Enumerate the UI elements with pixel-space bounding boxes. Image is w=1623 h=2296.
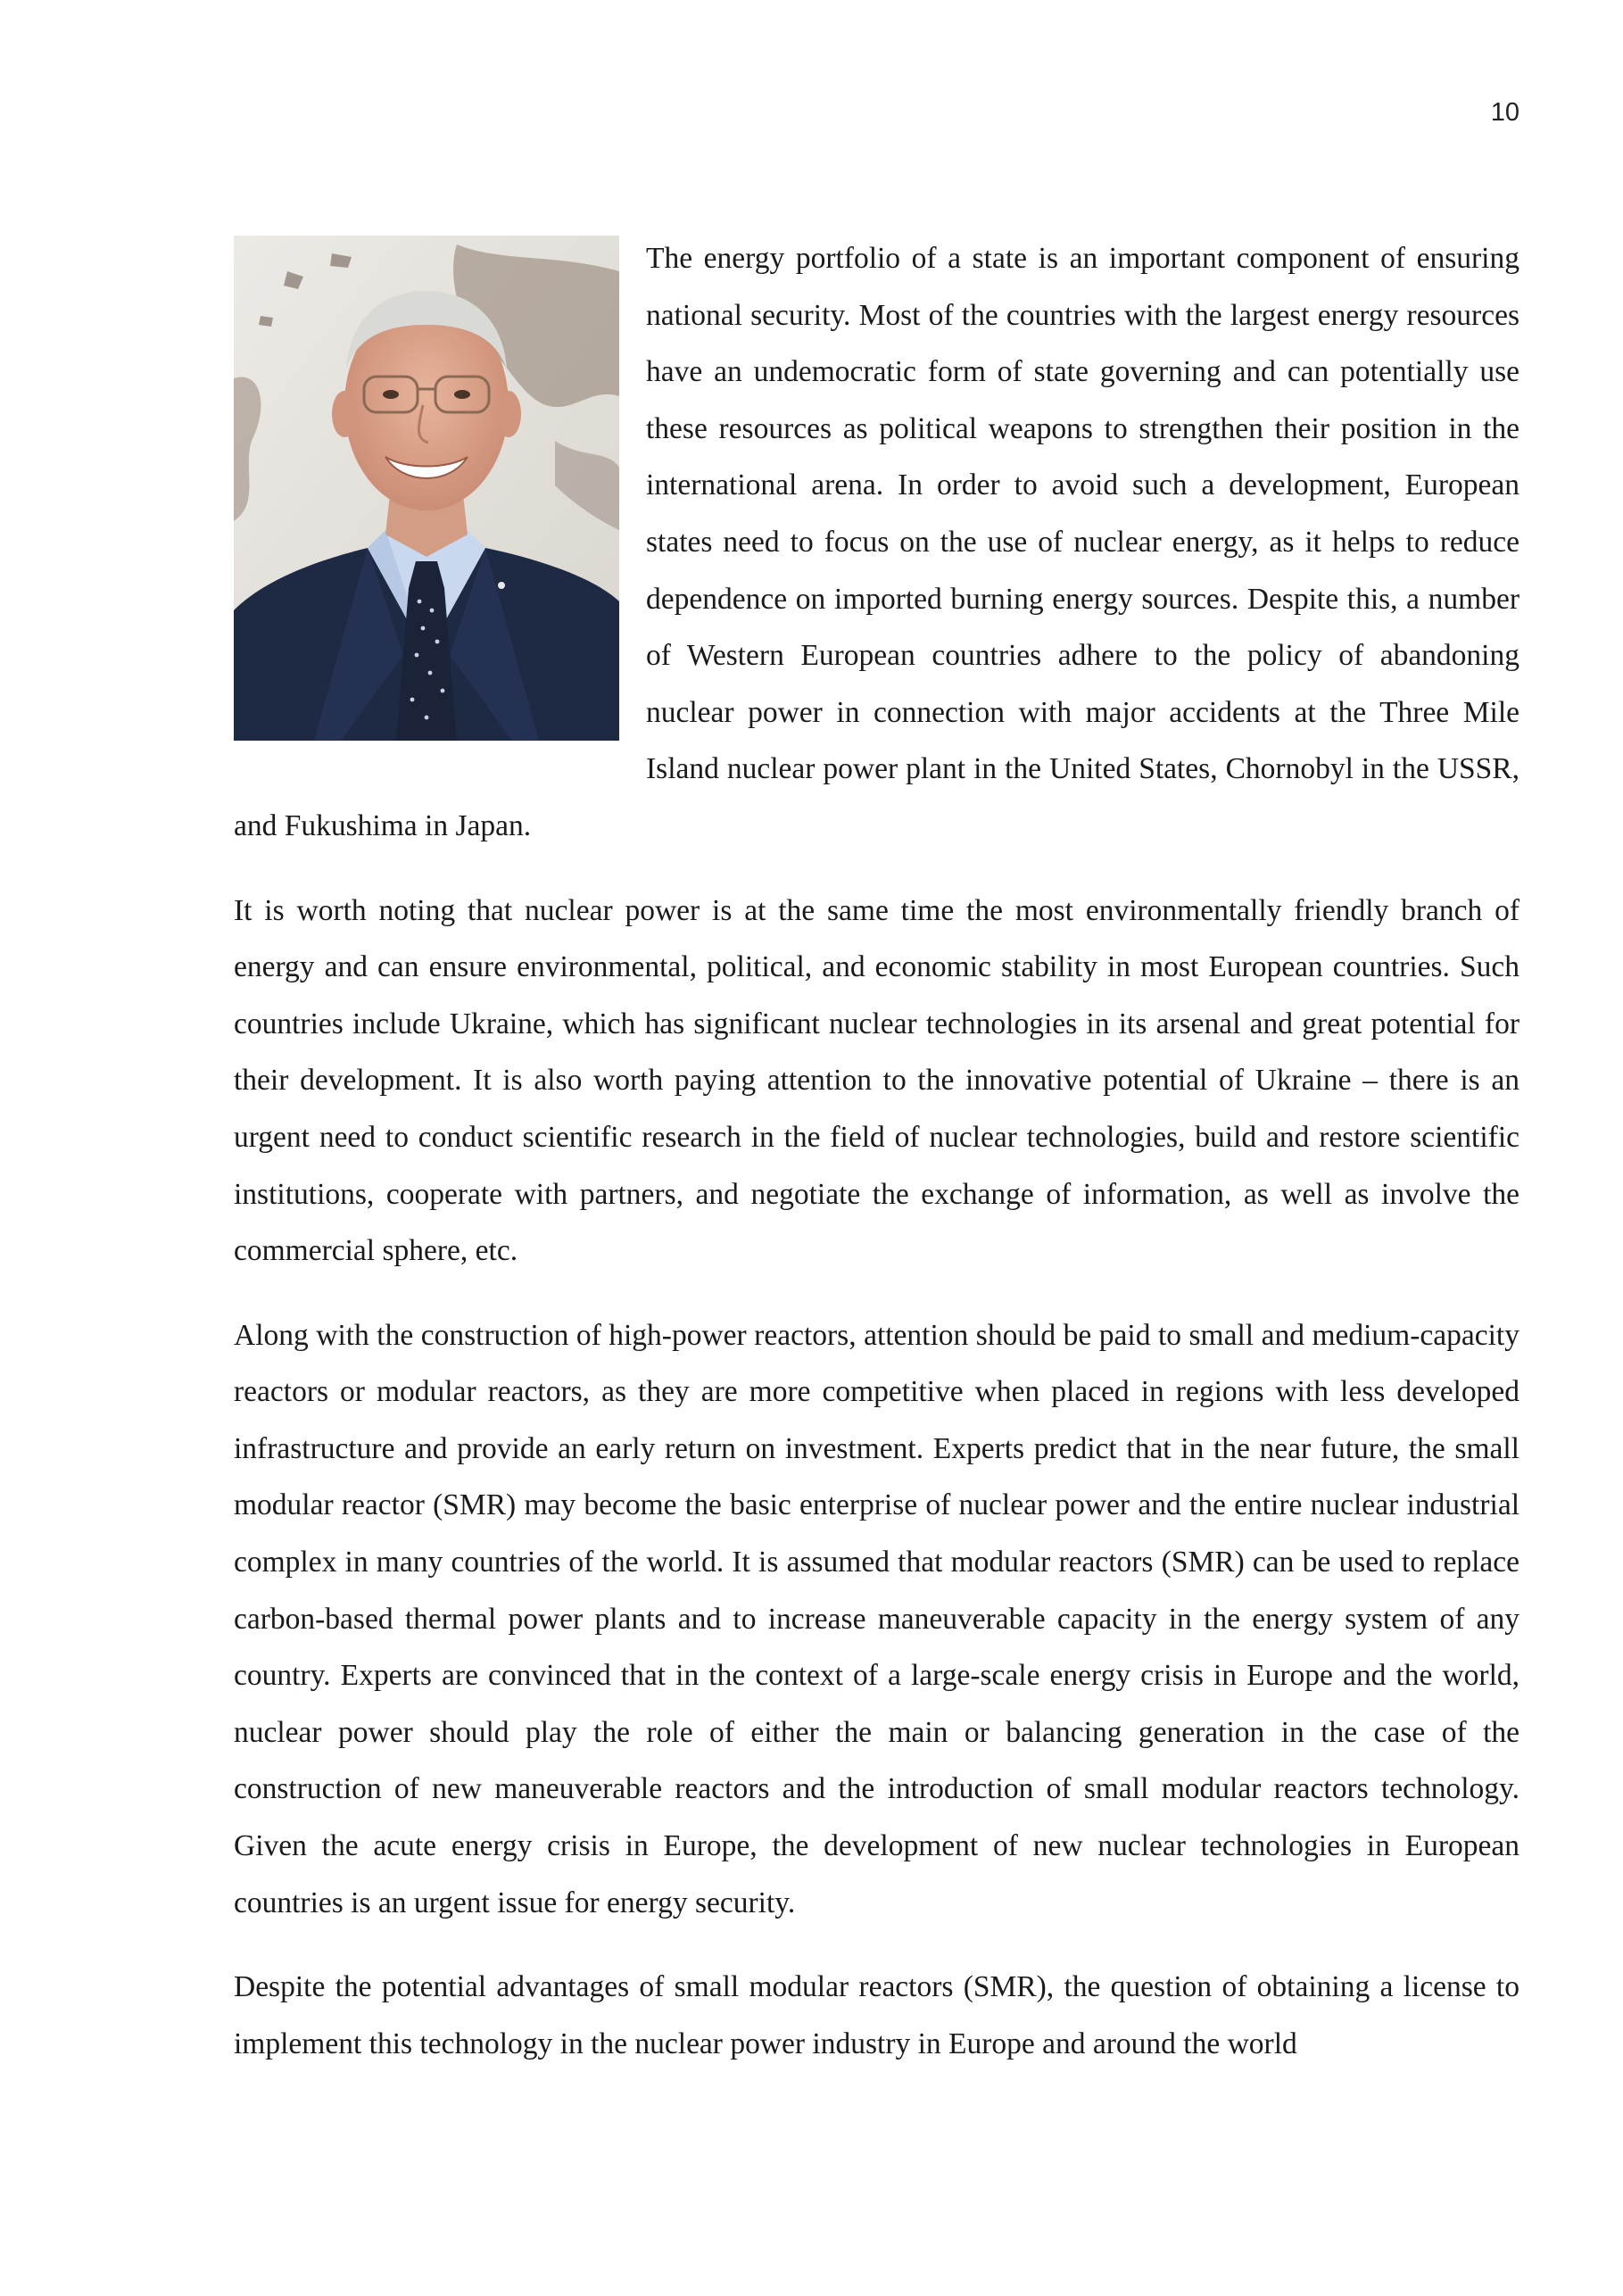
paragraph-2: It is worth noting that nuclear power is at the same time the most environmentally friendly branch of energy and can ensure environmental, political, and economic stability in most European countries. Such countries include Ukraine, which has significant nuclear technologies in its arsenal and great potential for their development. It is also worth paying attention to the innovative potential of Ukraine – there is an urgent need to conduct scientific research in the field of nuclear technologies, build and restore scientific institutions, cooperate with partners, and negotiate the exchange of information, as well as involve the commercial sphere, etc. <box>234 893 1519 1268</box>
paragraph-3: Along with the construction of high-power reactors, attention should be paid to small and medium-capacity reactors or modular reactors, as they are more competitive when placed in regions with less developed infrastructure and provide an early return on investment. Experts predict that in the near future, the small modular reactor (SMR) may become the basic enterprise of nuclear power and the entire nuclear industrial complex in many countries of the world. It is assumed that modular reactors (SMR) can be used to replace carbon-based thermal power plants and to increase maneuverable capacity in the energy system of any country. Experts are convinced that in the context of a large-scale energy crisis in Europe and the world, nuclear power should play the role of either the main or balancing generation in the case of the construction of new maneuverable reactors and the introduction of small modular reactors technology. Given the acute energy crisis in Europe, the development of new nuclear technologies in European countries is an urgent issue for energy security. <box>234 1318 1519 1919</box>
document-body <box>234 230 1519 2100</box>
paragraph-4: Despite the potential advantages of small modular reactors (SMR), the question of obtaining a license to implement this technology in the nuclear power industry in Europe and around the world <box>234 1970 1519 2060</box>
paragraph-1-text: The energy portfolio of a state is an important component of ensuring national security. Most of the countries with the largest energy resources have an undemocratic form of state governing and can potentially use these resources as political weapons to strengthen their position in the international arena. In order to avoid such a development, European states need to focus on the use of nuclear energy, as it helps to reduce dependence on imported burning energy sources. Despite this, a number of Western European countries adhere to the policy of abandoning nuclear power in connection with major accidents at the Three Mile Island nuclear power plant in the United States, Chornobyl in the USSR, and Fukushima in Japan. <box>234 242 1519 842</box>
portrait-photo <box>234 236 619 741</box>
page-number: 10 <box>1490 98 1519 127</box>
paragraph-1 <box>234 230 1519 855</box>
